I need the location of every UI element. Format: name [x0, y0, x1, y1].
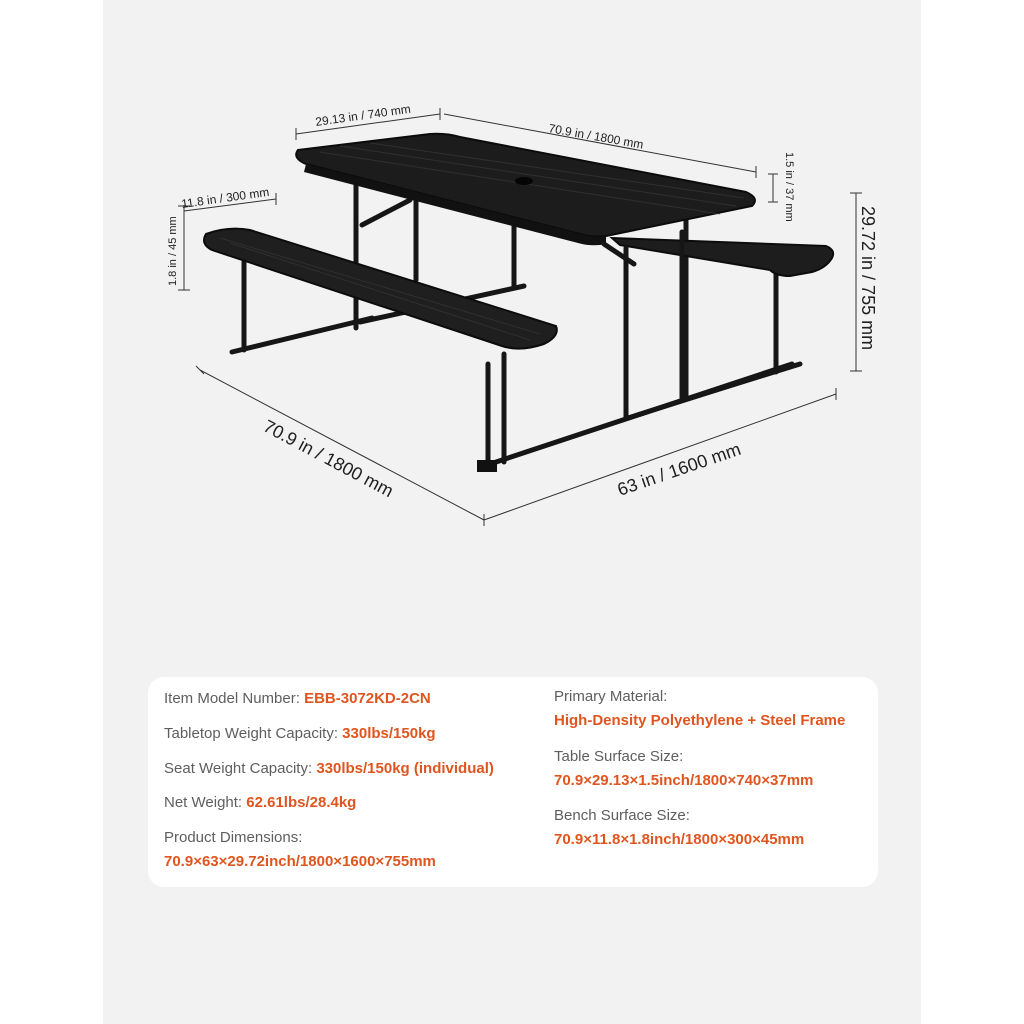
dim-tabletop-thickness: 1.5 in / 37 mm	[783, 152, 795, 222]
dim-table-length: 70.9 in / 1800 mm	[547, 121, 645, 152]
spec-seat-capacity	[164, 759, 494, 779]
picnic-table-illustration	[204, 134, 833, 472]
spec-tabletop-capacity-label: Tabletop Weight Capacity:	[164, 725, 338, 742]
spec-table-surface-value: 70.9×29.13×1.5inch/1800×740×37mm	[554, 772, 814, 789]
spec-table-surface-label: Table Surface Size:	[554, 748, 684, 765]
dim-overall-length: 70.9 in / 1800 mm	[260, 415, 397, 502]
spec-net-weight	[164, 793, 356, 813]
spec-card	[148, 677, 878, 887]
dim-table-height: 29.72 in / 755 mm	[858, 206, 878, 351]
dim-table-depth: 29.13 in / 740 mm	[314, 101, 412, 129]
spec-model	[164, 689, 431, 709]
spec-product-dimensions-label: Product Dimensions:	[164, 829, 303, 846]
spec-material-label: Primary Material:	[554, 688, 668, 705]
spec-bench-surface-label: Bench Surface Size:	[554, 807, 690, 824]
spec-net-weight-value: 62.61lbs/28.4kg	[246, 794, 357, 811]
spec-bench-surface-value: 70.9×11.8×1.8inch/1800×300×45mm	[554, 831, 805, 848]
spec-model-label: Item Model Number:	[164, 690, 300, 707]
spec-seat-capacity-label: Seat Weight Capacity:	[164, 760, 313, 777]
spec-tabletop-capacity	[164, 724, 436, 744]
dim-overall-width: 63 in / 1600 mm	[614, 438, 744, 500]
spec-net-weight-label: Net Weight:	[164, 794, 243, 811]
spec-material-value: High-Density Polyethylene + Steel Frame	[554, 712, 846, 729]
dim-bench-width: 11.8 in / 300 mm	[180, 184, 271, 211]
spec-model-value: EBB-3072KD-2CN	[304, 690, 431, 707]
spec-product-dimensions-value: 70.9×63×29.72inch/1800×1600×755mm	[164, 853, 436, 870]
dim-bench-thickness: 1.8 in / 45 mm	[167, 216, 179, 286]
spec-seat-capacity-value: 330lbs/150kg (individual)	[316, 760, 494, 777]
spec-tabletop-capacity-value: 330lbs/150kg	[342, 725, 436, 742]
